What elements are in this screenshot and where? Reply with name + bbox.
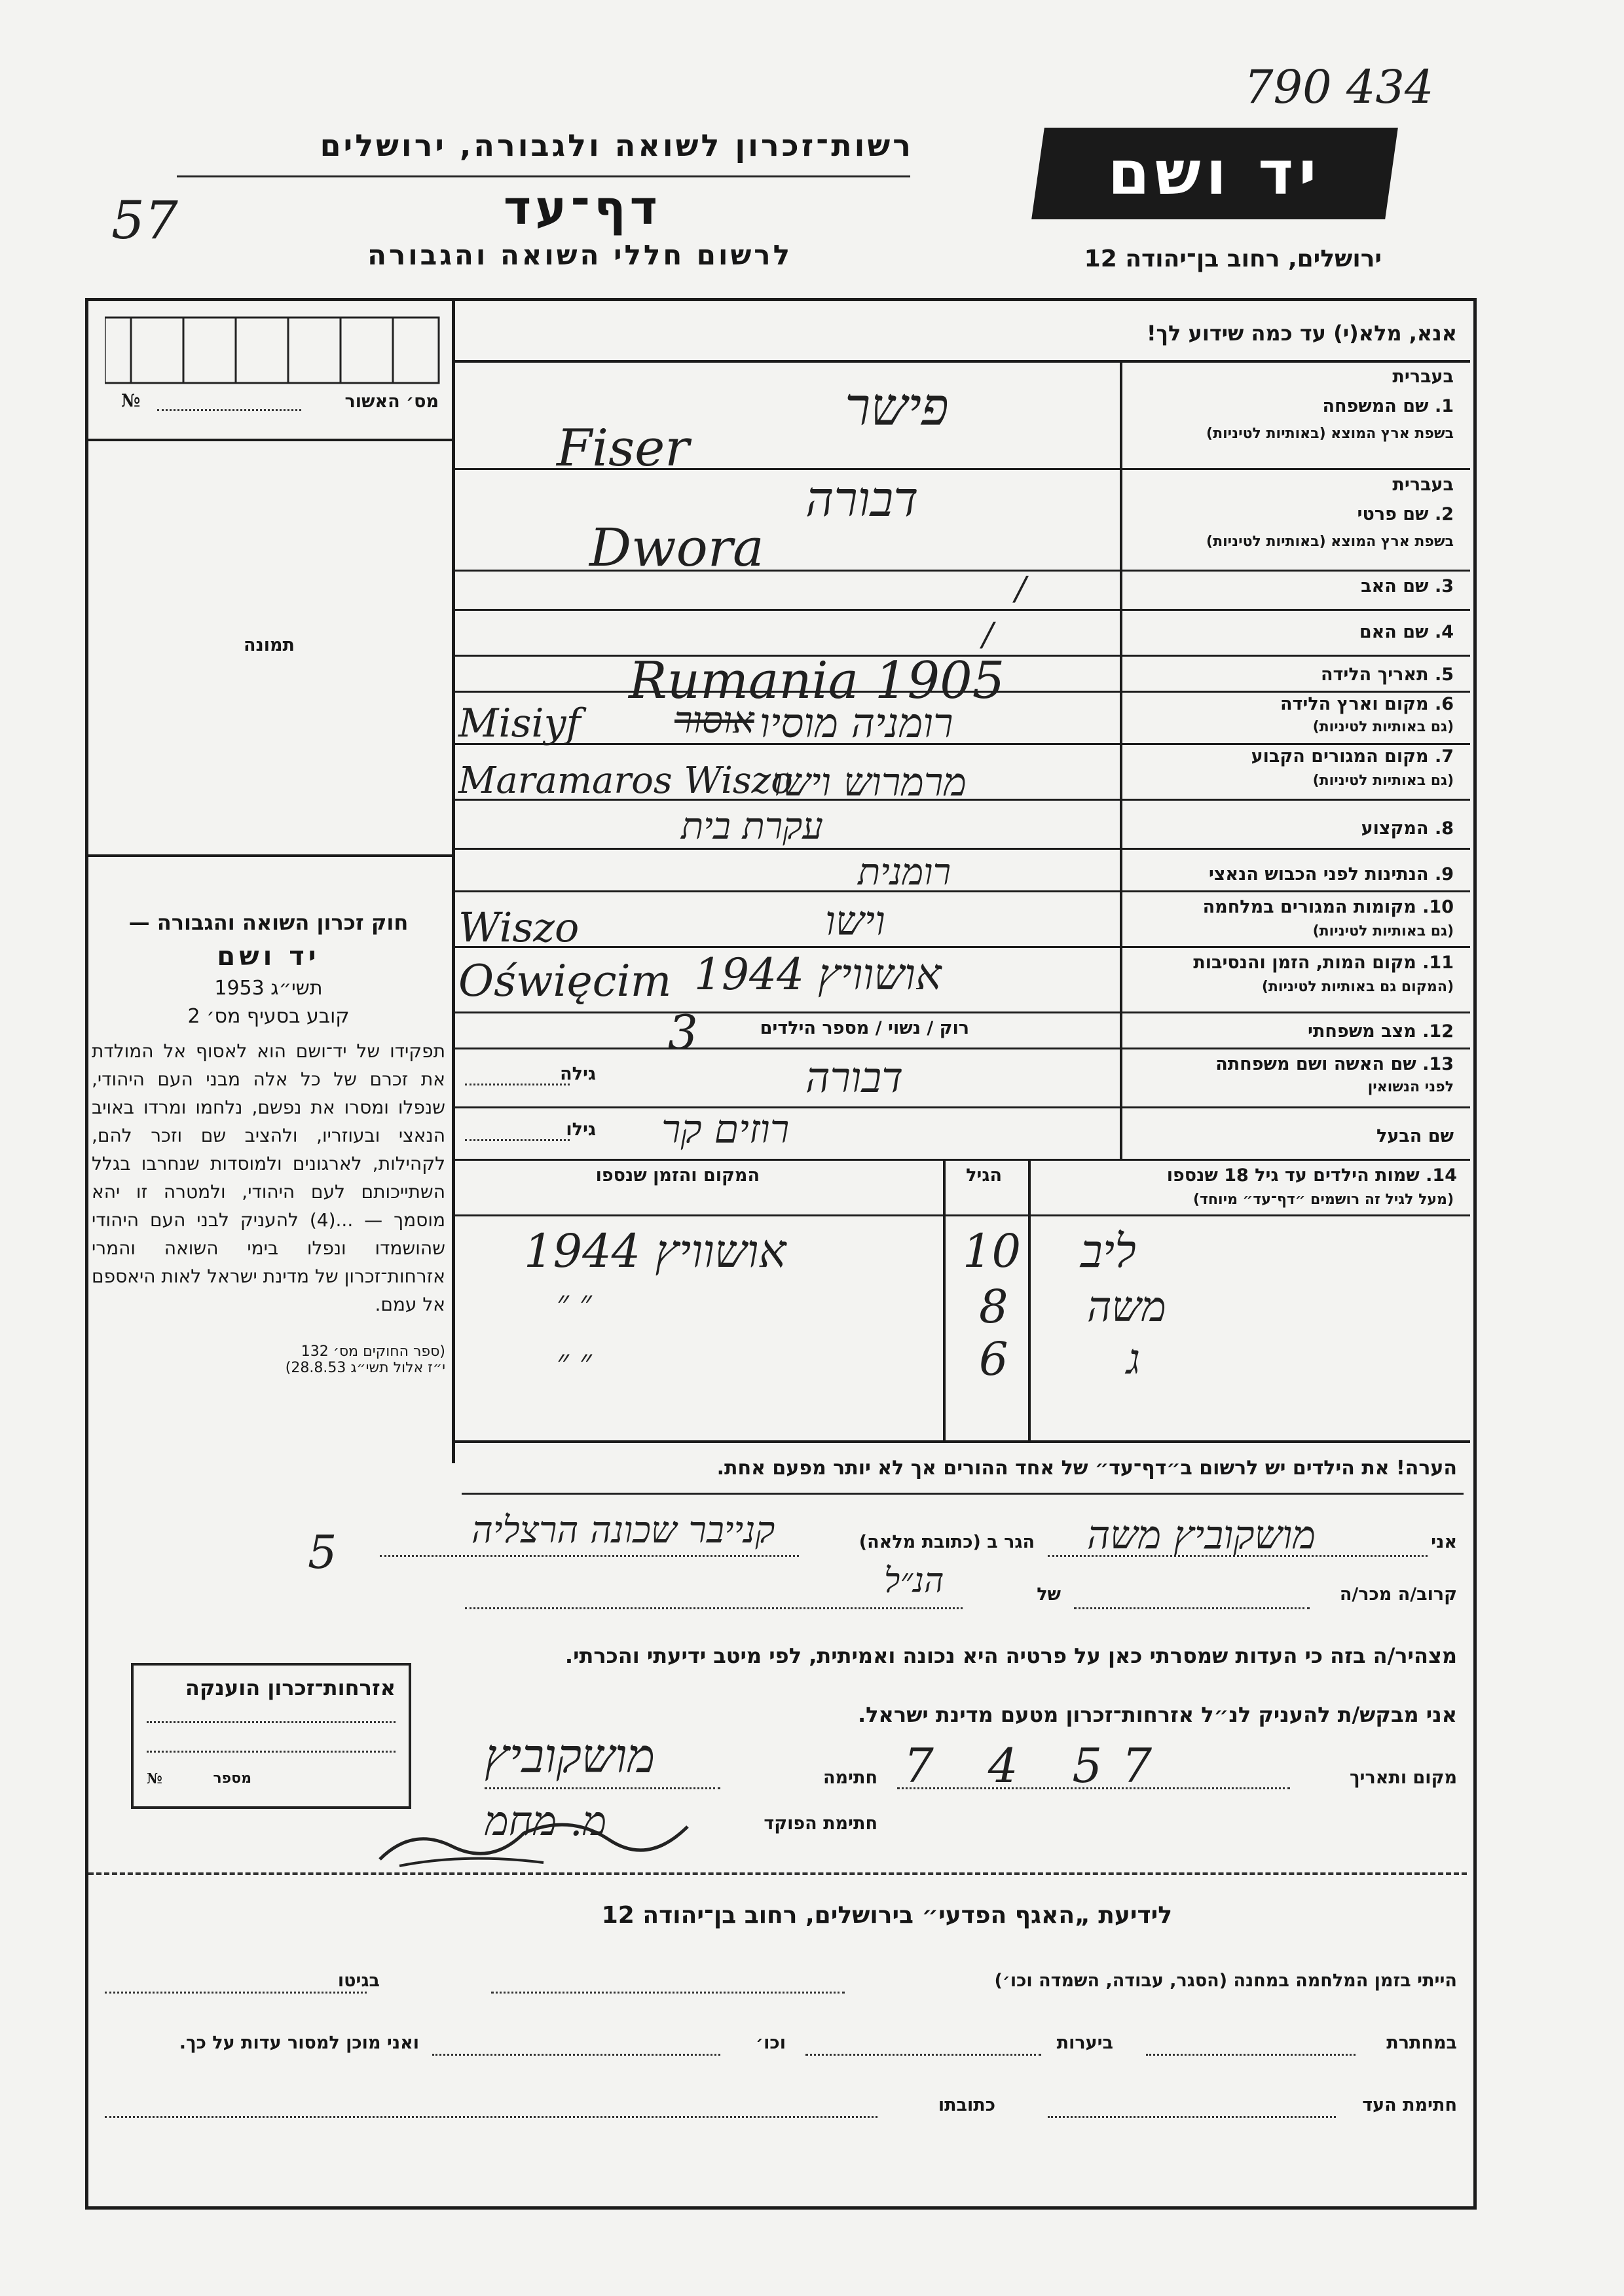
field-4-label: 4. שם האם: [1359, 622, 1454, 642]
field-1-sub: בשפת ארץ המוצא (באותיות לטיניות): [1206, 426, 1454, 442]
citizenship-line-1: [147, 1721, 396, 1723]
declarant-signature: מושקוביץ: [485, 1728, 655, 1783]
field-5-label: 5. תאריך הלידה: [1320, 665, 1454, 685]
citizenship-box: [131, 1663, 411, 1809]
field-8-label: 8. המקצוע: [1361, 818, 1454, 839]
wartime-hebrew: וישו: [825, 897, 885, 945]
children-count: 3: [668, 1005, 698, 1060]
child-3-age: 6: [979, 1332, 1008, 1386]
tear-line: [88, 1872, 1467, 1875]
witness-address-label: כתובתו: [938, 2095, 995, 2115]
camp-line-text: הייתי בזמן המלחמה במחנה (הסגר, עבודה, השמדה וכו׳): [994, 1971, 1457, 1991]
children-table-subtitle: (מעל לגיל זה רושמים ״דף־עד״ מיוחד): [1192, 1192, 1454, 1208]
declarant-i-label: אני: [1431, 1532, 1457, 1552]
bottom-title: לידיעת „האגף הפדעי״ בירושלים, רחוב בן־יהודה 12: [601, 1902, 1172, 1929]
signature-flourish-svg: [373, 1800, 701, 1879]
lang-hebrew-2: בעברית: [1392, 475, 1454, 495]
field-3-label: 3. שם האב: [1361, 576, 1454, 596]
logo-text: יד ושם: [1107, 138, 1322, 208]
witness-signature-label: חתימת העד: [1362, 2095, 1457, 2115]
firstname-hebrew: דבורה: [805, 471, 919, 528]
officer-signature: מ. מחמ: [485, 1797, 607, 1845]
registry-boxes: [105, 311, 445, 390]
birthdate-value: Rumania 1905: [629, 651, 1005, 710]
declaration-text: מצהיר/ה בזה כי העדות שמסרתי כאן על פרטיה היא נכונה ואמיתית, לפי מיטב ידיעתי והכרתי.: [564, 1643, 1457, 1668]
field-1-label: 1. שם המשפחה: [1322, 396, 1454, 416]
law-ref-1: (ספר החוקים מס׳ 132: [301, 1343, 445, 1360]
law-name: יד ושם: [217, 941, 320, 972]
surname-latin: Fiser: [557, 419, 690, 478]
field-12-label: 12. מצב משפחתי: [1308, 1021, 1454, 1042]
child-1-place: אושוויץ 1944: [524, 1224, 786, 1278]
death-hebrew: אושוויץ 1944: [694, 949, 942, 1000]
firstname-latin: Dwora: [589, 517, 764, 578]
archive-number: 790 434: [1244, 60, 1434, 114]
resides-label: הגר ב (כתובת מלאה): [858, 1532, 1035, 1552]
child-1-age: 10: [963, 1224, 1022, 1278]
wife-name: דבורה: [805, 1054, 904, 1102]
birthplace-latin: Misiyf: [458, 701, 581, 746]
citizenship-number-label: מספר: [213, 1770, 251, 1787]
place-date-label: מקום ותאריך: [1349, 1768, 1457, 1788]
address: ירושלים, רחוב בן־יהודה 12: [1084, 246, 1382, 272]
officer-label: חתימת הפוקד: [764, 1813, 877, 1834]
profession-value: עקרת בית: [681, 805, 823, 848]
margin-number: 57: [111, 190, 178, 251]
instruction: אנא, מלא(י) עד כמה שידוע לך!: [1146, 321, 1457, 346]
authority-name: רשות־זכרון לשואה ולגבורה, ירושלים: [320, 128, 913, 163]
of-label: של: [1037, 1584, 1061, 1605]
header-rule: [177, 175, 910, 177]
nationality-value: רומנית: [858, 851, 951, 894]
declaration-date: 7 4 57: [904, 1738, 1172, 1793]
relation-value: הנ״ל: [884, 1561, 944, 1601]
testimony-willing: ואני מוכן למסור עדות על כך.: [179, 2033, 419, 2053]
law-text: תפקידו של יד־ושם הוא לאסוף אל המולדת את זכרם של כל אלה מבני העם היהודי, שנפלו ומסרו את נפשם, נלחמו ומרדו באויב הנאצי ובעוזריו, ולהציב שם וזכר להם, לקהילות, לארגונים ולמוסדות שנחרבו בגלל השתייכותם לעם היהודי, ולמטרה זו יהא מוסמך — ...(4) להעניק לבני העם היהודי שהושמדו ונפלו בימי השואה והמרי אזרחות־זכרון של מדינת ישראל לאות היאספם אל עמם.: [92, 1040, 445, 1315]
col-place: המקום והזמן שנספו: [595, 1165, 760, 1186]
approval-no-label: מס׳ האשור: [344, 392, 439, 412]
mother-value: /: [982, 615, 993, 653]
request-text: אני מבקש/ת להעניק לנ״ל אזרחות־זכרון מטעם מדינת ישראל.: [858, 1702, 1457, 1727]
husband-name: רוזים קר: [661, 1106, 790, 1152]
signature-flourish: [373, 1800, 701, 1882]
field-13-label: 13. שם האשה ושם משפחתה: [1215, 1054, 1454, 1074]
birthplace-struck: אוסור: [674, 699, 754, 742]
declarant-name: מושקוביץ משה: [1087, 1512, 1316, 1558]
left-column-divider: [452, 298, 455, 1463]
family-status-options: רוק / נשוי / מספר הילדים: [760, 1018, 969, 1038]
approval-no-mark: №: [121, 391, 141, 411]
husband-age-label: גילו: [566, 1120, 596, 1140]
field-13-sub: לפני הנשואין: [1367, 1079, 1454, 1095]
citizenship-title: אזרחות־זכרון הוענקה: [185, 1675, 396, 1700]
note-text: הערה! את הילדים יש לרשום ב״דף־עד״ של אחד ההורים אך לא יותר מפעם אחת.: [716, 1457, 1457, 1480]
forests-label: ביערות: [1056, 2033, 1113, 2053]
field-10-sub: (גם באותיות לטיניות): [1312, 923, 1454, 939]
underground-label: במחתרת: [1386, 2033, 1457, 2053]
field-6-sub: (גם באותיות לטיניות): [1312, 719, 1454, 735]
husband-label: שם הבעל: [1376, 1126, 1454, 1146]
law-year: תשי״ג 1953: [214, 977, 323, 1000]
field-10-label: 10. מקומות המגורים במלחמה: [1202, 897, 1454, 917]
surname-hebrew: פישר: [845, 376, 949, 437]
yad-vashem-logo: [1031, 128, 1398, 219]
field-9-label: 9. הנתינות לפני הכבוש הנאצי: [1208, 864, 1454, 884]
residence-hebrew: מרמרוש וישו: [773, 759, 967, 805]
address-number: 5: [308, 1525, 337, 1579]
field-11-sub: (המקום גם באותיות לטיניות): [1261, 979, 1454, 995]
death-latin: Oświęcim: [458, 956, 672, 1006]
citizenship-number-mark: №: [147, 1770, 162, 1787]
citizenship-line-2: [147, 1751, 396, 1753]
field-2-label: 2. שם פרטי: [1357, 504, 1454, 524]
field-7-sub: (גם באותיות לטיניות): [1312, 773, 1454, 789]
child-2-name: משה: [1087, 1283, 1166, 1332]
wife-age-label: גילה: [560, 1064, 596, 1084]
child-3-place: ״ ״: [557, 1342, 592, 1380]
child-2-age: 8: [979, 1280, 1008, 1334]
signature-label: חתימה: [822, 1768, 877, 1788]
child-2-place: ״ ״: [557, 1283, 592, 1321]
law-ref-2: י״ז אלול תשי״ג 28.8.53): [285, 1360, 445, 1376]
field-11-label: 11. מקום המות, הזמן והנסיבות: [1193, 953, 1454, 973]
photo-label: תמונה: [243, 635, 295, 655]
law-title: חוק זכרון השואה והגבורה —: [128, 910, 409, 935]
ghetto-label: בגיטו: [337, 1971, 380, 1991]
registry-boxes-svg: [105, 311, 445, 390]
wartime-latin: Wiszo: [458, 903, 580, 951]
field-2-sub: בשפת ארץ המוצא (באותיות לטיניות): [1206, 534, 1454, 550]
child-3-name: ג: [1126, 1336, 1141, 1384]
father-value: /: [1015, 570, 1026, 608]
field-6-label: 6. מקום וארץ הלידה: [1280, 694, 1454, 714]
residence-latin: Maramaros Wiszo: [458, 759, 793, 802]
child-1-name: ליב: [1080, 1224, 1136, 1278]
field-7-label: 7. מקום המגורים הקבוע: [1251, 746, 1454, 767]
law-panel: [92, 910, 445, 1376]
birthplace-hebrew: רומניה מוסיו: [760, 699, 953, 747]
col-age: הגיל: [966, 1165, 1002, 1186]
law-section: קובע בסעיף מס׳ 2: [187, 1005, 350, 1028]
children-table-title: 14. שמות הילדים עד גיל 18 שנספו: [1166, 1165, 1457, 1186]
declarant-address: קנייבר שכונה הרצליה: [471, 1509, 775, 1552]
form-title: דף־עד: [503, 180, 661, 235]
relative-label: קרוב/ה מכר/ה: [1339, 1584, 1457, 1605]
form-subtitle: לרשום חללי השואה והגבורה: [367, 239, 792, 271]
etc-label: וכו׳: [756, 2033, 786, 2053]
lang-hebrew-1: בעברית: [1392, 367, 1454, 387]
